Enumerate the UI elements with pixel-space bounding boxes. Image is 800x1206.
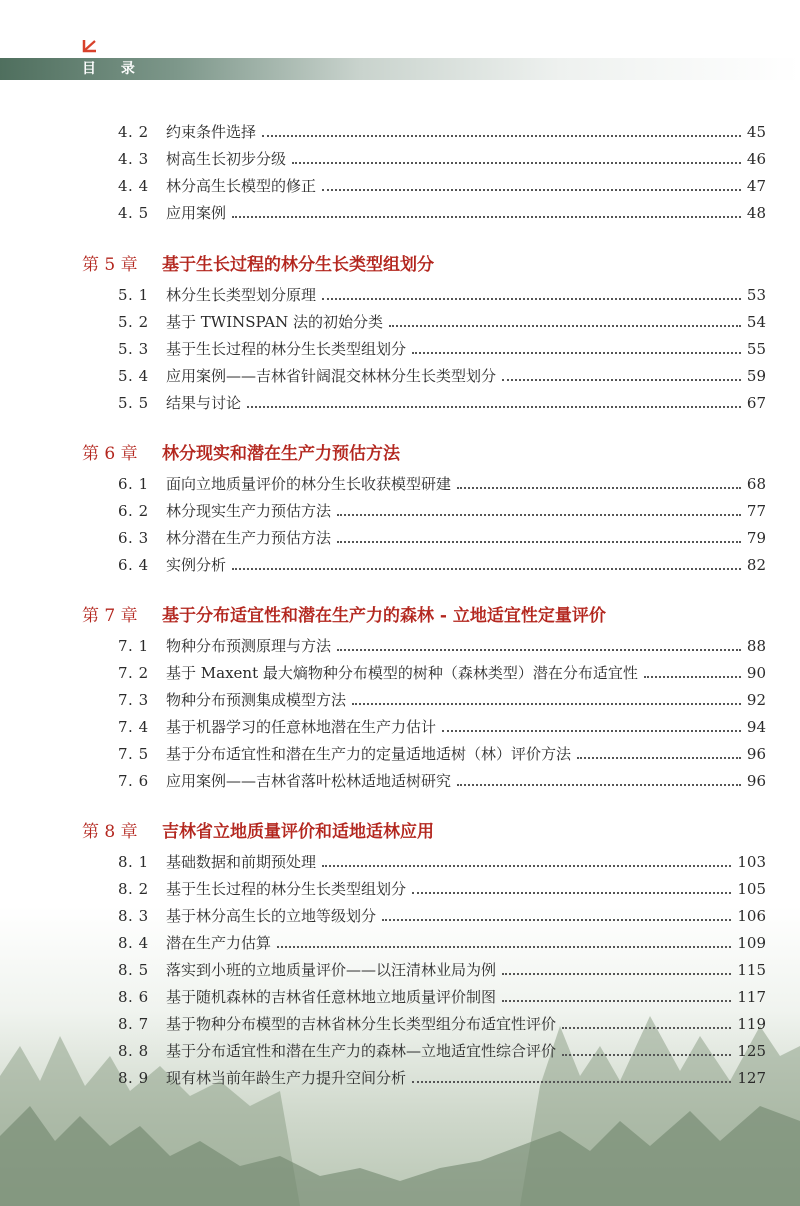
section-number: 8. 7 [118, 1015, 149, 1033]
section-title: 基于生长过程的林分生长类型组划分 [166, 340, 407, 358]
toc-entry[interactable] [118, 928, 766, 952]
leader-dots [322, 865, 731, 867]
page-number: 67 [746, 394, 766, 412]
toc-entry[interactable] [118, 631, 766, 655]
section-number: 8. 8 [118, 1042, 149, 1060]
page-number: 59 [746, 367, 766, 385]
section-number: 8. 9 [118, 1069, 149, 1087]
section-number: 8. 4 [118, 934, 149, 952]
section-number: 7. 4 [118, 718, 149, 736]
leader-dots [412, 892, 731, 894]
page-number: 68 [746, 475, 766, 493]
leader-dots [577, 757, 741, 759]
page-number: 54 [746, 313, 766, 331]
toc-entry[interactable] [118, 334, 766, 358]
page-number: 127 [737, 1069, 766, 1087]
toc-entry[interactable] [118, 550, 766, 574]
section-number: 5. 3 [118, 340, 149, 358]
section-number: 8. 5 [118, 961, 149, 979]
leader-dots [502, 379, 741, 381]
leader-dots [322, 298, 741, 300]
section-title: 潜在生产力估算 [166, 934, 272, 952]
leader-dots [322, 189, 741, 191]
leader-dots [389, 325, 741, 327]
section-title: 基于分布适宜性和潜在生产力的定量适地适树（林）评价方法 [166, 745, 572, 763]
chapter-title: 基于分布适宜性和潜在生产力的森林 - 立地适宜性定量评价 [162, 606, 606, 626]
toc-entry[interactable] [118, 117, 766, 141]
section-number: 7. 3 [118, 691, 149, 709]
toc-entry[interactable] [118, 847, 766, 871]
section-title: 面向立地质量评价的林分生长收获模型研建 [166, 475, 452, 493]
chapter-number: 第 7 章 [82, 606, 138, 626]
leader-dots [502, 1000, 731, 1002]
section-title: 应用案例——吉林省针阔混交林林分生长类型划分 [166, 367, 497, 385]
toc-entry[interactable] [118, 1063, 766, 1087]
corner-arrow-icon [82, 38, 100, 54]
toc-entry[interactable] [118, 144, 766, 168]
page-number: 82 [746, 556, 766, 574]
page-number: 45 [746, 123, 766, 141]
section-title: 基础数据和前期预处理 [166, 853, 317, 871]
toc-entry[interactable] [118, 1036, 766, 1060]
toc-entry[interactable] [118, 658, 766, 682]
page-number: 46 [746, 150, 766, 168]
chapter-heading[interactable] [82, 600, 762, 626]
section-title: 结果与讨论 [166, 394, 242, 412]
toc-entry[interactable] [118, 685, 766, 709]
leader-dots [382, 919, 731, 921]
chapter-heading[interactable] [82, 438, 762, 464]
leader-dots [562, 1027, 731, 1029]
chapter-title: 基于生长过程的林分生长类型组划分 [162, 255, 434, 275]
section-title: 树高生长初步分级 [166, 150, 287, 168]
section-number: 6. 4 [118, 556, 149, 574]
section-title: 落实到小班的立地质量评价——以汪清林业局为例 [166, 961, 497, 979]
leader-dots [232, 568, 741, 570]
section-number: 8. 1 [118, 853, 149, 871]
toc-entry[interactable] [118, 874, 766, 898]
leader-dots [562, 1054, 731, 1056]
page-number: 105 [737, 880, 766, 898]
page-number: 115 [737, 961, 766, 979]
leader-dots [277, 946, 731, 948]
toc-entry[interactable] [118, 388, 766, 412]
leader-dots [412, 352, 741, 354]
section-title: 实例分析 [166, 556, 227, 574]
page-number: 106 [737, 907, 766, 925]
toc-entry[interactable] [118, 361, 766, 385]
toc-entry[interactable] [118, 901, 766, 925]
section-title: 约束条件选择 [166, 123, 257, 141]
toc-entry[interactable] [118, 712, 766, 736]
section-title: 物种分布预测原理与方法 [166, 637, 332, 655]
page-title: 目 录 [82, 61, 145, 77]
toc-entry[interactable] [118, 280, 766, 304]
leader-dots [262, 135, 741, 137]
leader-dots [337, 541, 741, 543]
toc-entry[interactable] [118, 469, 766, 493]
section-title: 基于生长过程的林分生长类型组划分 [166, 880, 407, 898]
page-number: 125 [737, 1042, 766, 1060]
chapter-title: 林分现实和潜在生产力预估方法 [162, 444, 400, 464]
toc-entry[interactable] [118, 1009, 766, 1033]
toc-entry[interactable] [118, 739, 766, 763]
section-number: 8. 2 [118, 880, 149, 898]
leader-dots [644, 676, 741, 678]
leader-dots [337, 649, 741, 651]
section-title: 林分潜在生产力预估方法 [166, 529, 332, 547]
page-number: 48 [746, 204, 766, 222]
section-title: 基于物种分布模型的吉林省林分生长类型组分布适宜性评价 [166, 1015, 557, 1033]
section-title: 基于 Maxent 最大熵物种分布模型的树种（森林类型）潜在分布适宜性 [166, 664, 638, 682]
leader-dots [442, 730, 741, 732]
chapter-heading[interactable] [82, 816, 762, 842]
page-number: 77 [746, 502, 766, 520]
toc-entry[interactable] [118, 171, 766, 195]
page-number: 88 [746, 637, 766, 655]
page-number: 92 [746, 691, 766, 709]
section-number: 7. 6 [118, 772, 149, 790]
page-number: 94 [746, 718, 766, 736]
section-number: 6. 2 [118, 502, 149, 520]
chapter-number: 第 8 章 [82, 822, 138, 842]
section-title: 基于随机森林的吉林省任意林地立地质量评价制图 [166, 988, 497, 1006]
section-title: 基于分布适宜性和潜在生产力的森林—立地适宜性综合评价 [166, 1042, 557, 1060]
toc-entry[interactable] [118, 766, 766, 790]
section-title: 基于林分高生长的立地等级划分 [166, 907, 377, 925]
toc-entry[interactable] [118, 982, 766, 1006]
toc-entry[interactable] [118, 496, 766, 520]
page-number: 117 [737, 988, 766, 1006]
section-number: 5. 5 [118, 394, 149, 412]
leader-dots [502, 973, 731, 975]
page-number: 96 [746, 772, 766, 790]
section-number: 5. 2 [118, 313, 149, 331]
section-number: 6. 1 [118, 475, 149, 493]
chapter-number: 第 5 章 [82, 255, 138, 275]
section-title: 林分现实生产力预估方法 [166, 502, 332, 520]
chapter-title: 吉林省立地质量评价和适地适林应用 [162, 822, 434, 842]
page-number: 90 [746, 664, 766, 682]
leader-dots [292, 162, 741, 164]
page-number: 96 [746, 745, 766, 763]
section-number: 8. 6 [118, 988, 149, 1006]
leader-dots [247, 406, 741, 408]
section-number: 5. 4 [118, 367, 149, 385]
toc-entry[interactable] [118, 523, 766, 547]
page-number: 119 [737, 1015, 766, 1033]
section-number: 7. 1 [118, 637, 149, 655]
section-number: 6. 3 [118, 529, 149, 547]
chapter-number: 第 6 章 [82, 444, 138, 464]
page-number: 109 [737, 934, 766, 952]
section-title: 基于机器学习的任意林地潜在生产力估计 [166, 718, 437, 736]
page-number: 55 [746, 340, 766, 358]
section-number: 7. 5 [118, 745, 149, 763]
section-title: 现有林当前年龄生产力提升空间分析 [166, 1069, 407, 1087]
page-number: 47 [746, 177, 766, 195]
section-title: 应用案例 [166, 204, 227, 222]
section-title: 应用案例——吉林省落叶松林适地适树研究 [166, 772, 452, 790]
section-number: 4. 3 [118, 150, 149, 168]
section-number: 8. 3 [118, 907, 149, 925]
leader-dots [337, 514, 741, 516]
section-number: 4. 2 [118, 123, 149, 141]
leader-dots [457, 784, 741, 786]
section-number: 4. 5 [118, 204, 149, 222]
section-title: 基于 TWINSPAN 法的初始分类 [166, 313, 383, 331]
leader-dots [232, 216, 741, 218]
leader-dots [412, 1081, 731, 1083]
page-number: 103 [737, 853, 766, 871]
toc-entry[interactable] [118, 307, 766, 331]
section-number: 7. 2 [118, 664, 149, 682]
page-number: 79 [746, 529, 766, 547]
section-title: 物种分布预测集成模型方法 [166, 691, 347, 709]
section-number: 4. 4 [118, 177, 149, 195]
chapter-heading[interactable] [82, 249, 762, 275]
toc-entry[interactable] [118, 955, 766, 979]
section-title: 林分生长类型划分原理 [166, 286, 317, 304]
page-number: 53 [746, 286, 766, 304]
toc-entry[interactable] [118, 198, 766, 222]
leader-dots [457, 487, 741, 489]
section-title: 林分高生长模型的修正 [166, 177, 317, 195]
leader-dots [352, 703, 741, 705]
section-number: 5. 1 [118, 286, 149, 304]
